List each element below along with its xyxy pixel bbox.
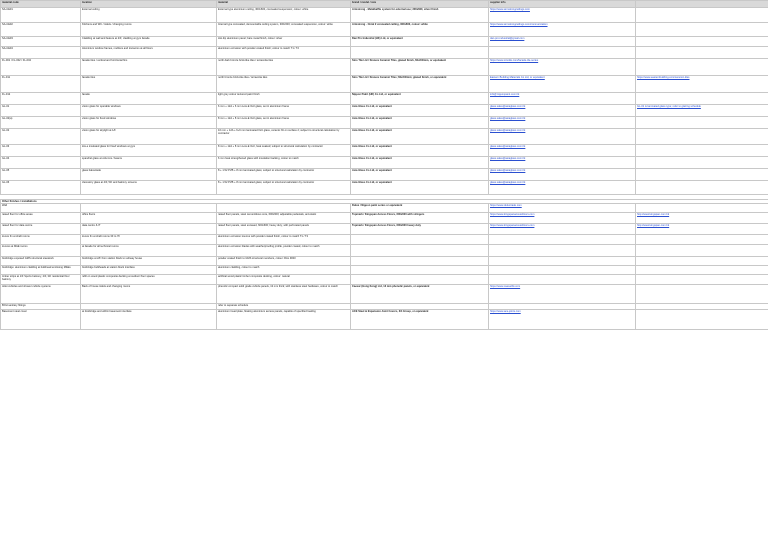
table-row — [1, 285, 768, 304]
cell-code[interactable]: louvre fin at shaft rooms — [1, 235, 81, 245]
cell-location[interactable]: at facade for all technical rooms — [81, 245, 217, 257]
table-row — [1, 181, 768, 195]
cell-location[interactable]: office floors — [81, 213, 217, 224]
cell-notes[interactable] — [636, 275, 768, 285]
cell-supplier[interactable] — [489, 275, 636, 285]
cell-material[interactable]: 8 + 1.52 PVB + 8 mm laminated glass; subject to structural calculation by contractor — [217, 169, 351, 181]
cell-supplier[interactable] — [489, 47, 636, 59]
cell-location[interactable]: facade — [81, 93, 217, 105]
cell-material[interactable]: phenolic compact solid grade cubicle panels, 13 mm thick; with stainless steel hardware, colour to match — [217, 285, 351, 304]
cell-location[interactable]: vision glass for skylight at 1/F — [81, 129, 217, 145]
cell-notes[interactable] — [636, 129, 768, 145]
header-supplier[interactable]: supplier info — [489, 1, 636, 8]
cell-material[interactable]: 10 mm + 12A + 6+6 mm laminated IGU glass, ceramic frit on surface 2; subject to structural calculation by contractor — [217, 129, 351, 145]
cell-location[interactable]: Kitchens and WC / toilets / changing rooms — [81, 23, 217, 37]
table-row — [1, 59, 768, 76]
section-block — [1, 195, 768, 204]
table-row — [1, 145, 768, 157]
cell-notes[interactable] — [636, 145, 768, 157]
table-row — [1, 157, 768, 169]
cell-brand[interactable] — [351, 47, 489, 59]
cell-material[interactable]: aluminium extrusion with powder coated finish; colour to match T1 / T2 — [217, 47, 351, 59]
header-notes[interactable] — [636, 1, 768, 8]
section-title[interactable]: Other finishes / installations — [1, 200, 768, 204]
cell-code[interactable]: SA-CE02 — [1, 23, 81, 37]
cell-notes[interactable] — [636, 23, 768, 37]
table-row — [1, 37, 768, 47]
cell-supplier[interactable]: glass.sales@asiaglass.com.hk — [489, 117, 636, 129]
cell-location[interactable]: footbridge bulkheads at station block interface — [81, 266, 217, 275]
cell-brand[interactable]: Armstrong - Orcal 2 concealed ceiling, 300x600, colour: white — [351, 23, 489, 37]
cell-code[interactable]: timber strips at 1/F Sports balcony, 2/F, 3/F residential floor balcony — [1, 275, 81, 285]
cell-brand[interactable]: Armstrong - Metalbaffle system for external use; 300x600, silver finish — [351, 8, 489, 23]
cell-brand[interactable]: Caesar (Hong Kong) Ltd, 13 mm phenolic panels, or equivalent — [351, 285, 489, 304]
cell-material[interactable]: 8 + 1.52 PVB + 8 mm laminated glass; subject to structural calculation by contractor — [217, 181, 351, 195]
cell-material[interactable]: 8 mm + 12A + 8 mm Low-E IGU, heat soaked; subject to structural calculation by contractor — [217, 145, 351, 157]
cell-brand[interactable]: Dulux / Nippon paint series or equivalent — [351, 204, 489, 213]
header-material[interactable]: material — [217, 1, 351, 8]
cell-supplier[interactable]: https://www.kingspanaccessfloors.com — [489, 213, 636, 224]
cell-location[interactable]: Aluminium window frames, mullions and transoms at all floors — [81, 47, 217, 59]
cell-location[interactable]: low-e insulated glass for fixed windows at gym — [81, 145, 217, 157]
cell-material[interactable]: aluminium extrusion louvres with powder coated finish, colour to match T1 / T2 — [217, 235, 351, 245]
table-row — [1, 169, 768, 181]
cell-material[interactable]: raised floor panels, steel cementitious core, 600x600; adjustable pedestals, anti-static — [217, 213, 351, 224]
cell-location[interactable]: glass balustrade — [81, 169, 217, 181]
table-row — [1, 76, 768, 93]
cell-material[interactable]: Internal type concealed, demountable ceiling system, 300x600; concealed suspension, colour: white — [217, 23, 351, 37]
cell-code[interactable]: FL-012 — [1, 93, 81, 105]
cell-location[interactable]: spandrel glass at columns / beams — [81, 157, 217, 169]
table-body-main — [1, 8, 768, 195]
cell-supplier[interactable]: dan.pro.industrial@gmail.com — [489, 37, 636, 47]
cell-code[interactable]: Basement steel cover — [1, 310, 81, 330]
table-row — [1, 105, 768, 117]
cell-material[interactable]: Hot dip aluminium panel; bare metal finish, colour: silver — [217, 37, 351, 47]
cell-notes[interactable] — [636, 257, 768, 266]
cell-supplier[interactable]: Eastern Building Materials Co Ltd, or equivalent — [489, 76, 636, 93]
cell-supplier[interactable] — [489, 257, 636, 266]
cell-supplier[interactable] — [489, 235, 636, 245]
cell-brand[interactable] — [351, 266, 489, 275]
cell-material[interactable]: light grey colour textured paint finish — [217, 93, 351, 105]
cell-code[interactable]: GL-04 — [1, 157, 81, 169]
cell-code[interactable]: GL-05 — [1, 169, 81, 181]
cell-notes[interactable] — [636, 157, 768, 169]
cell-notes[interactable] — [636, 117, 768, 129]
table-row — [1, 213, 768, 224]
cell-notes[interactable]: http://www.kingspan.com.hk — [636, 224, 768, 235]
cell-location[interactable]: louvre fin at shaft rooms 3F to 7F — [81, 235, 217, 245]
cell-brand[interactable]: Asia Glass Co Ltd, or equivalent — [351, 145, 489, 157]
table-row — [1, 93, 768, 105]
table-row — [1, 23, 768, 37]
cell-brand[interactable]: Asia Glass Co Ltd, or equivalent — [351, 169, 489, 181]
cell-brand[interactable]: Sino Tile Ltd / Sincere Ceramic Tiles; 60x240mm; glazed finish, or equivalent — [351, 76, 489, 93]
cell-notes[interactable] — [636, 59, 768, 76]
cell-location[interactable]: clerestory glass at 4/F, 5/F and balcony screens — [81, 181, 217, 195]
cell-notes[interactable] — [636, 37, 768, 47]
cell-code[interactable]: FL-011 — [1, 76, 81, 93]
cell-brand[interactable] — [351, 245, 489, 257]
cell-brand[interactable]: Sino Tile Ltd / Sincere Ceramic Tiles, glazed finish, 60x240mm, or equivalent — [351, 59, 489, 76]
cell-code[interactable]: footbridge: aluminium cladding at bulkhead enclosing M&Es — [1, 266, 81, 275]
header-material-code[interactable]: material code — [1, 1, 81, 8]
cell-location[interactable]: facade tiles / vertical and horizontal fins — [81, 59, 217, 76]
cell-notes[interactable] — [636, 235, 768, 245]
cell-supplier[interactable]: glass.sales@asiaglass.com.hk — [489, 105, 636, 117]
cell-brand[interactable]: ACE Steel & Expansion Joint Covers, 3/4 Group, or equivalent — [351, 310, 489, 330]
cell-location[interactable]: data centre & IT — [81, 224, 217, 235]
cell-brand[interactable]: Asia Glass Co Ltd, or equivalent — [351, 157, 489, 169]
cell-supplier[interactable]: info@nipponpaint.com.hk — [489, 93, 636, 105]
cell-material[interactable]: aluminium tread plate, floating aluminium access panels, capable of specified loading — [217, 310, 351, 330]
cell-location[interactable]: vision glass for fixed windows — [81, 117, 217, 129]
cell-notes[interactable]: https://www.easternbuilding.com/ceramic-tiles — [636, 76, 768, 93]
table-row — [1, 47, 768, 59]
cell-code[interactable]: raised floor for data centre — [1, 224, 81, 235]
cell-brand[interactable]: Dan Pro Industrial (HK) Ltd, or equivalent — [351, 37, 489, 47]
table-row — [1, 224, 768, 235]
cell-notes[interactable] — [636, 266, 768, 275]
cell-brand[interactable] — [351, 235, 489, 245]
cell-material[interactable]: refer to separate schedule — [217, 304, 351, 310]
cell-location[interactable]: at footbridge and within basement interface — [81, 310, 217, 330]
table-row — [1, 310, 768, 330]
cell-code[interactable]: GL-06 — [1, 181, 81, 195]
table-row — [1, 266, 768, 275]
cell-notes[interactable] — [636, 285, 768, 304]
cell-notes[interactable] — [636, 204, 768, 213]
table-row — [1, 275, 768, 285]
cell-location[interactable]: Cladding at wall and feature at 2/F; cladding at gym facade — [81, 37, 217, 47]
cell-brand[interactable] — [351, 275, 489, 285]
cell-material[interactable]: External type aluminium ceiling, 300x600, concealed suspension; colour: white — [217, 8, 351, 23]
cell-notes[interactable] — [636, 169, 768, 181]
header-location[interactable]: location — [81, 1, 217, 8]
cell-supplier[interactable] — [489, 245, 636, 257]
cell-code[interactable]: footbridge exposed GMS structural steelwork — [1, 257, 81, 266]
cell-supplier[interactable]: glass.sales@asiaglass.com.hk — [489, 181, 636, 195]
table-row — [1, 117, 768, 129]
cell-notes[interactable] — [636, 93, 768, 105]
cell-supplier[interactable]: https://www.armstrongceilings.com/commercial/en — [489, 23, 636, 37]
cell-code[interactable]: BOH sanitary fittings — [1, 304, 81, 310]
header-row — [1, 1, 768, 8]
cell-material[interactable]: 8 mm + 12A + 8 mm Low-E IGU glass, set in aluminium frame — [217, 117, 351, 129]
cell-supplier[interactable]: glass.sales@asiaglass.com.hk — [489, 129, 636, 145]
cell-location[interactable]: Back of house toilets and changing rooms — [81, 285, 217, 304]
cell-brand[interactable]: Topmark / Kingspan Access Floors, 600x600 heavy duty — [351, 224, 489, 235]
cell-notes[interactable] — [636, 47, 768, 59]
cell-brand[interactable]: Asia Glass Co Ltd, or equivalent — [351, 181, 489, 195]
cell-brand[interactable] — [351, 257, 489, 266]
table-row — [1, 235, 768, 245]
header-brand[interactable]: brand / model / size — [351, 1, 489, 8]
cell-material[interactable]: powder coated finish to GMS structural members, colour: RAL 9003 — [217, 257, 351, 266]
cell-code[interactable]: GL-01 — [1, 105, 81, 117]
table-row — [1, 257, 768, 266]
cell-notes[interactable]: http://www.kingspan.com.hk — [636, 213, 768, 224]
cell-supplier[interactable]: https://www.caesarhk.com — [489, 285, 636, 304]
cell-material[interactable]: 6 mm heat strengthened glass with insulation backing, colour to match — [217, 157, 351, 169]
cell-material[interactable]: aluminium extrusion blades with weatherproofing profile, powder coated, colour to match — [217, 245, 351, 257]
cell-material[interactable]: raised floor panels, steel encased, 600x600; heavy duty; with perforated panels — [217, 224, 351, 235]
cell-code[interactable]: FL-001 / FL-002 / FL-004 — [1, 59, 81, 76]
cell-notes[interactable] — [636, 310, 768, 330]
cell-code[interactable]: GL-02(a) — [1, 117, 81, 129]
cell-code[interactable]: louvres at M&E rooms — [1, 245, 81, 257]
table-row — [1, 204, 768, 213]
cell-brand[interactable]: Asia Glass Co Ltd, or equivalent — [351, 129, 489, 145]
cell-notes[interactable] — [636, 181, 768, 195]
cell-material[interactable]: aluminium cladding, colour to match — [217, 266, 351, 275]
cell-code[interactable]: raised floor for office areas — [1, 213, 81, 224]
cell-material[interactable]: artificial wood plastic timber composite decking, colour: natural — [217, 275, 351, 285]
cell-location[interactable]: vision glass for operable windows — [81, 105, 217, 117]
table-row — [1, 8, 768, 23]
cell-code[interactable]: SA-CE01 — [1, 8, 81, 23]
cell-supplier[interactable]: https://www.duluxtrade.com — [489, 204, 636, 213]
table-row — [1, 245, 768, 257]
cell-supplier[interactable]: https://www.sinotile.com/facade-tile-series — [489, 59, 636, 76]
cell-code[interactable]: SA-CE03 — [1, 37, 81, 47]
cell-supplier[interactable]: https://www.armstrongceilings.com — [489, 8, 636, 23]
cell-material[interactable]: north dark bronze brick-like tiles / terracotta tiles — [217, 59, 351, 76]
cell-supplier[interactable]: glass.sales@asiaglass.com.hk — [489, 157, 636, 169]
cell-code[interactable]: toilet cubicles and shower cubicle systems — [1, 285, 81, 304]
cell-location[interactable]: refill on wood plastic composite decking at outdoor floor spaces — [81, 275, 217, 285]
cell-notes[interactable] — [636, 8, 768, 23]
cell-supplier[interactable] — [489, 266, 636, 275]
cell-notes[interactable] — [636, 245, 768, 257]
table-row — [1, 129, 768, 145]
cell-supplier[interactable]: https://www.kingspanaccessfloors.com — [489, 224, 636, 235]
cell-supplier[interactable]: glass.sales@asiaglass.com.hk — [489, 145, 636, 157]
cell-brand[interactable]: Nippon Paint (HK) Co Ltd, or equivalent — [351, 93, 489, 105]
cell-notes[interactable]: GL-01 is laminated glass type; refer to glazing schedule — [636, 105, 768, 117]
cell-brand[interactable]: Asia Glass Co Ltd, or equivalent — [351, 117, 489, 129]
cell-code[interactable]: SA-CE04 — [1, 47, 81, 59]
cell-location[interactable]: External ceiling — [81, 8, 217, 23]
cell-supplier[interactable]: glass.sales@asiaglass.com.hk — [489, 169, 636, 181]
cell-material[interactable] — [217, 204, 351, 213]
cell-brand[interactable]: Topmark / Kingspan Access Floors, 600x600 with stringers — [351, 213, 489, 224]
cell-material[interactable]: north bronze brick-like tiles / terracotta tiles — [217, 76, 351, 93]
cell-material[interactable]: 6 mm + 12A + 6 mm Low-E IGU glass, set in aluminium frame — [217, 105, 351, 117]
cell-code[interactable]: GL-03 — [1, 145, 81, 157]
cell-location[interactable]: facade tiles — [81, 76, 217, 93]
cell-code[interactable]: Wall — [1, 204, 81, 213]
cell-code[interactable]: GL-02 — [1, 129, 81, 145]
cell-location[interactable] — [81, 204, 217, 213]
cell-supplier[interactable]: https://www.ace-joints.com — [489, 310, 636, 330]
cell-brand[interactable]: Asia Glass Co Ltd, or equivalent — [351, 105, 489, 117]
cell-location[interactable]: footbridge at 2/F from station block to subway house — [81, 257, 217, 266]
table-body-other — [1, 204, 768, 330]
